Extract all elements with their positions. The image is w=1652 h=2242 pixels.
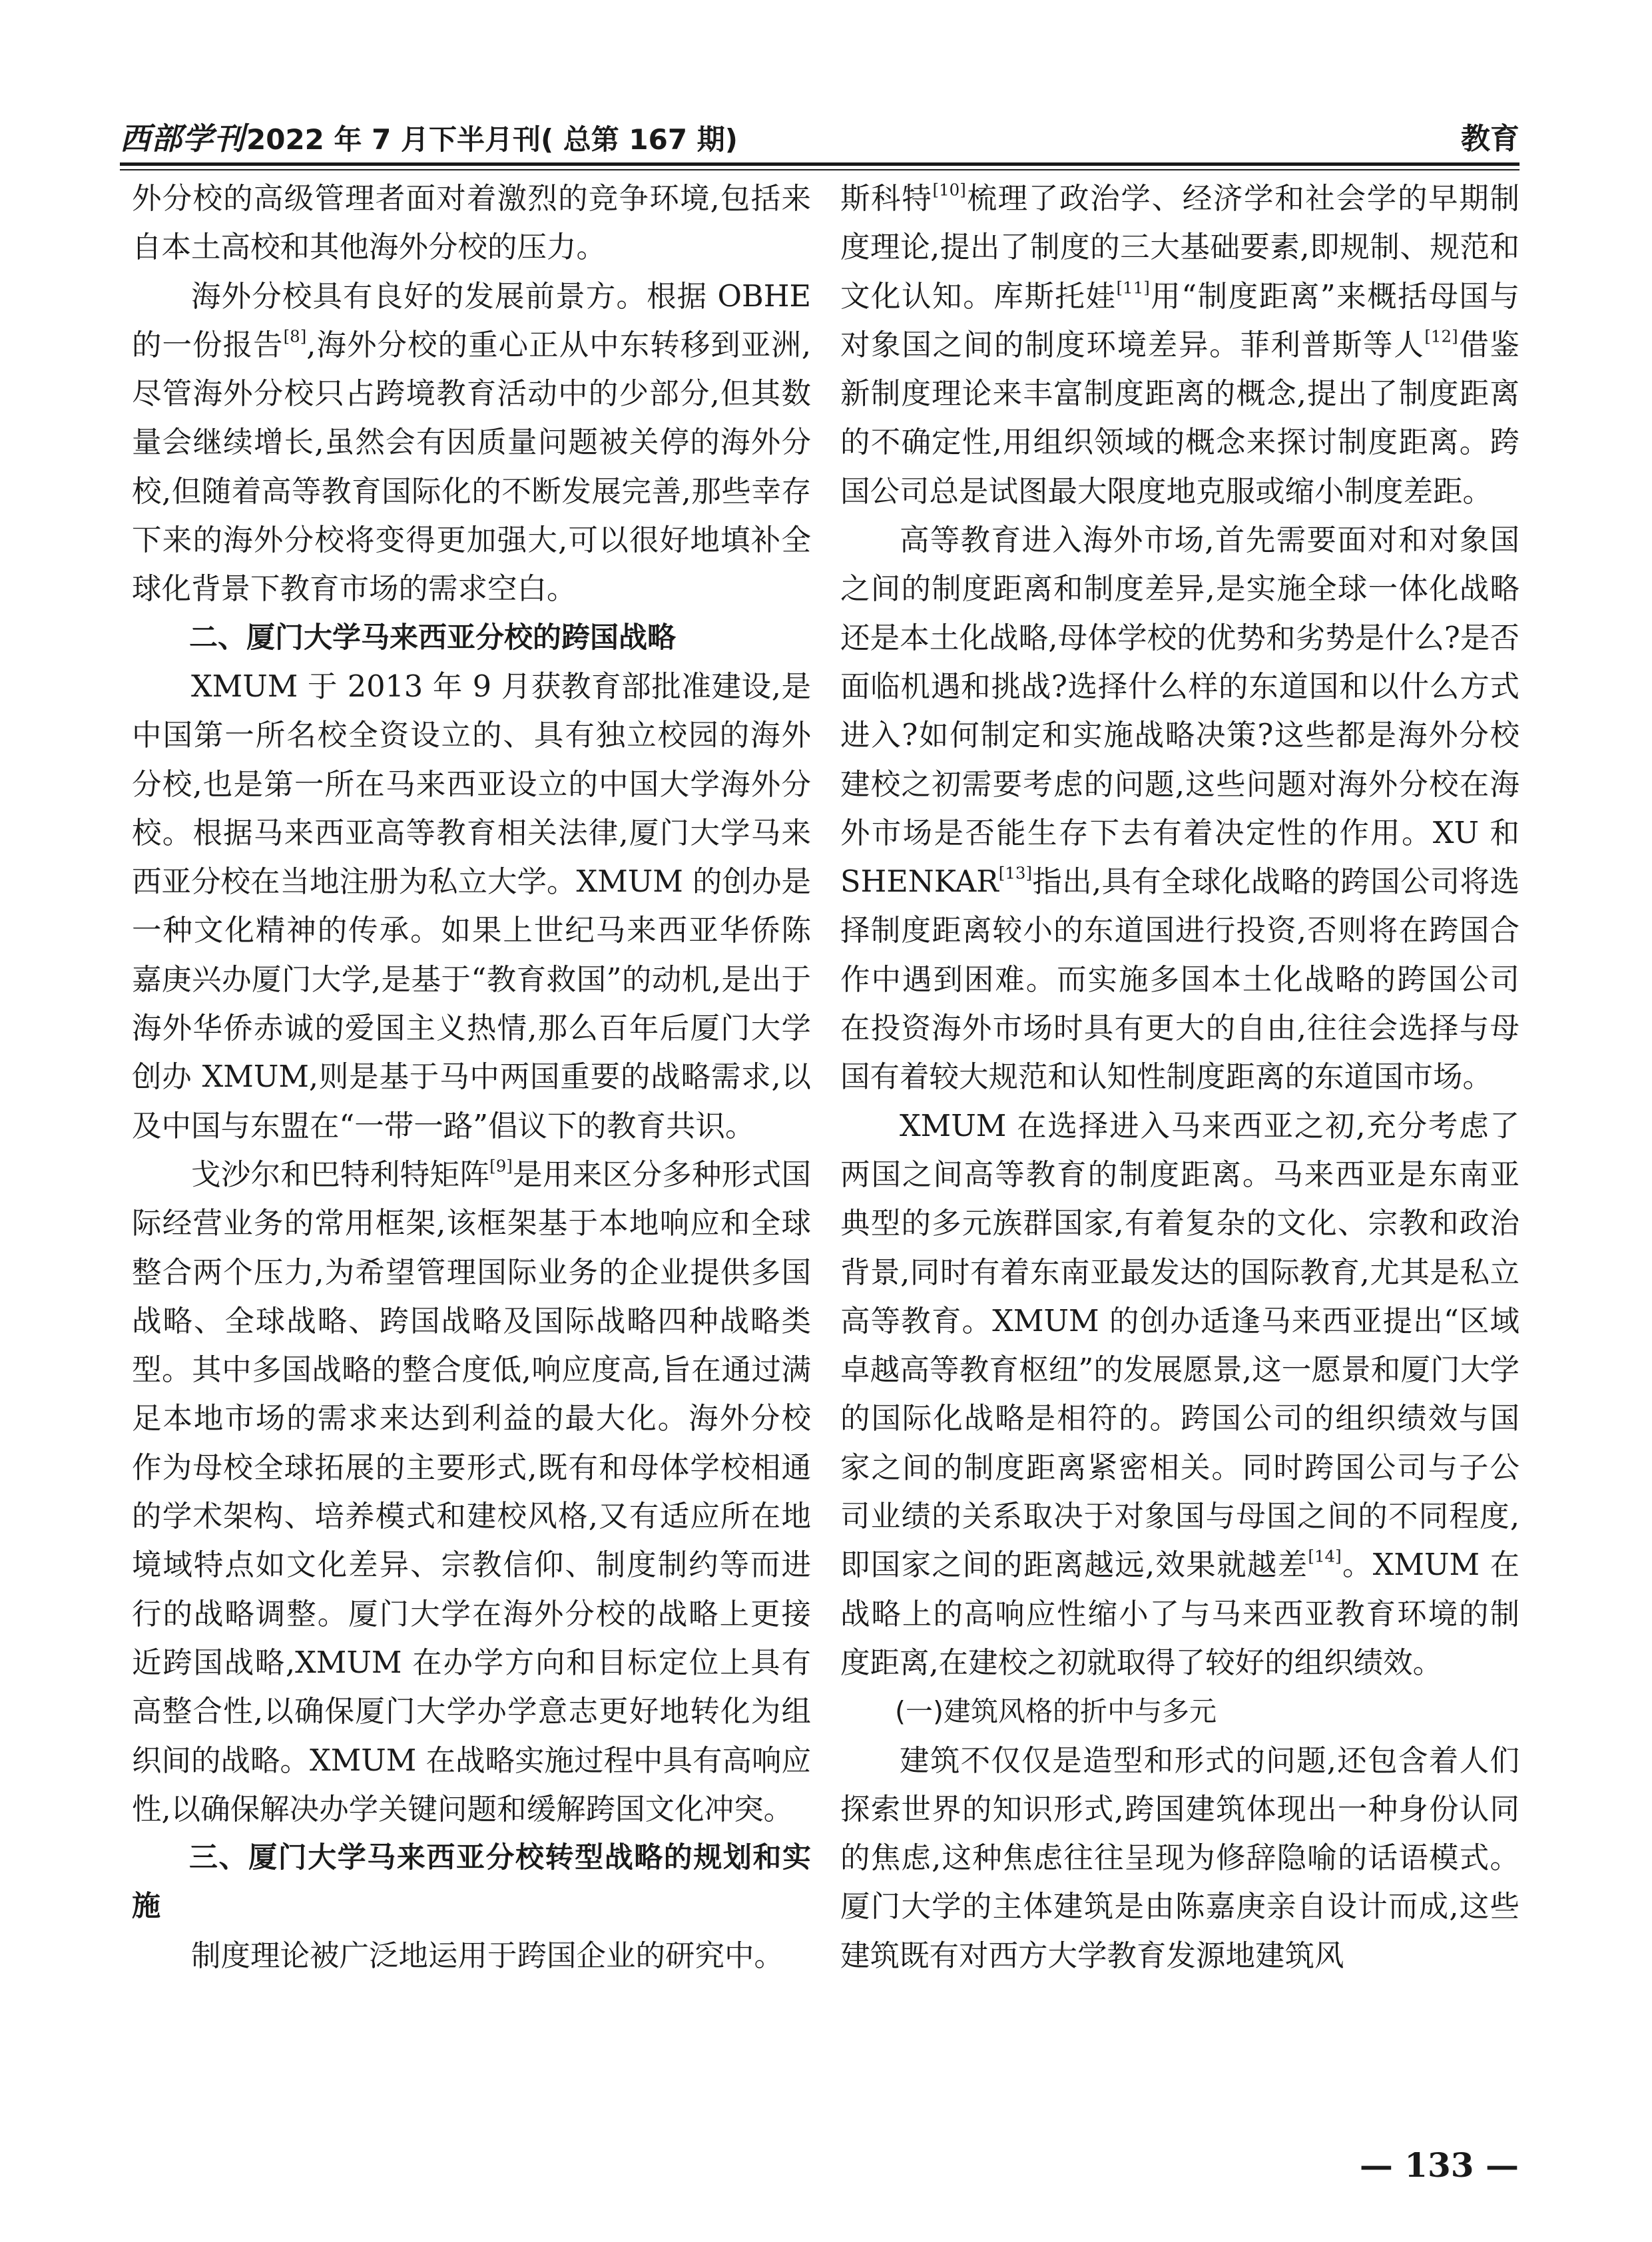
paragraph-text: 斯科特 <box>840 182 933 216</box>
paragraph <box>840 174 1519 516</box>
paragraph <box>840 516 1519 1102</box>
paragraph-text: 借鉴新制度理论来丰富制度距离的概念,提出了制度距离的不确定性,用组织领域的概念来探讨制度距离。跨国公司总是试图最大限度地克服或缩小制度差距。 <box>840 328 1519 509</box>
section-heading: 二、厦门大学马来西亚分校的跨国战略 <box>189 621 676 655</box>
citation: [9] <box>489 1156 513 1176</box>
paragraph-text: 是用来区分多种形式国际经营业务的常用框架,该框架基于本地响应和全球整合两个压力,为希望管理国际业务的企业提供多国战略、全球战略、跨国战略及国际战略四种战略类型。其中多国战略的整合度低,响应度高,旨在通过满足本地市场的需求来达到利益的最大化。海外分校作为母校全球拓展的主要形式,既有和母体学校相通的学术架构、培养模式和建校风格,又有适应所在地境域特点如文化差异、宗教信仰、制度制约等而进行的战略调整。厦门大学在海外分校的战略上更接近跨国战略,XMUM 在办学方向和目标定位上具有高整合性,以确保厦门大学办学意志更好地转化为组织间的战略。XMUM 在战略实施过程中具有高响应性,以确保解决办学关键问题和缓解跨国文化冲突。 <box>132 1157 811 1826</box>
page-number: — 133 — <box>1359 2145 1519 2185</box>
citation: [12] <box>1424 326 1458 346</box>
citation: [10] <box>932 180 966 200</box>
journal-title: 西部学刊 <box>120 121 245 156</box>
paragraph <box>132 272 811 614</box>
issue-info: 2022 年 7 月下半月刊( 总第 167 期) <box>246 123 738 156</box>
citation: [8] <box>283 326 307 346</box>
paragraph-text: 海外分校具有良好的发展前景方。根据 OBHE 的一份报告 <box>132 279 811 362</box>
paragraph-text: 高等教育进入海外市场,首先需要面对和对象国之间的制度距离和制度差异,是实施全球一体化战略还是本土化战略,母体学校的优势和劣势是什么?是否面临机遇和挑战?选择什么样的东道国和以什么方式进入?如何制定和实施战略决策?这些都是海外分校建校之初需要考虑的问题,这些问题对海外分校在海外市场是否能生存下去有着决定性的作用。XU 和 SHENKAR <box>840 523 1519 900</box>
header-rule-thin <box>120 169 1519 170</box>
paragraph <box>132 1151 811 1834</box>
paragraph: 建筑不仅仅是造型和形式的问题,还包含着人们探索世界的知识形式,跨国建筑体现出一种身份认同的焦虑,这种焦虑往往呈现为修辞隐喻的话语模式。厦门大学的主体建筑是由陈嘉庚亲自设计而成,这些建筑既有对西方大学教育发源地建筑风 <box>840 1743 1519 1973</box>
paragraph-text: 。XMUM 在战略上的高响应性缩小了与马来西亚教育环境的制度距离,在建校之初就取得了较好的组织绩效。 <box>840 1548 1519 1680</box>
left-column <box>132 174 811 1980</box>
paragraph-text: 指出,具有全球化战略的跨国公司将选择制度距离较小的东道国进行投资,否则将在跨国合作中遇到困难。而实施多国本土化战略的跨国公司在投资海外市场时具有更大的自由,往往会选择与母国有着较大规范和认知性制度距离的东道国市场。 <box>840 865 1519 1095</box>
citation: [11] <box>1116 278 1150 298</box>
subsection-heading: (一)建筑风格的折中与多元 <box>895 1695 1217 1728</box>
paragraph-text: 用“制度距离”来概括母国与对象国之间的制度环境差异。菲利普斯等人 <box>840 279 1519 362</box>
paragraph-text: 梳理了政治学、经济学和社会学的早期制度理论,提出了制度的三大基础要素,即规制、规范和文化认知。库斯托娃 <box>840 182 1519 314</box>
right-column <box>840 174 1519 1980</box>
paragraph <box>840 1102 1519 1688</box>
citation: [14] <box>1308 1546 1342 1566</box>
section-label: 教育 <box>1461 122 1519 156</box>
citation: [13] <box>998 863 1033 883</box>
paragraph: XMUM 于 2013 年 9 月获教育部批准建设,是中国第一所名校全资设立的、具有独立校园的海外分校,也是第一所在马来西亚设立的中国大学海外分校。根据马来西亚高等教育相关法律,厦门大学马来西亚分校在当地注册为私立大学。XMUM 的创办是一种文化精神的传承。如果上世纪马来西亚华侨陈嘉庚兴办厦门大学,是基于“教育救国”的动机,是出于海外华侨赤诚的爱国主义热情,那么百年后厦门大学创办 XMUM,则是基于马中两国重要的战略需求,以及中国与东盟在“一带一路”倡议下的教育共识。 <box>132 669 811 1143</box>
paragraph: 制度理论被广泛地运用于跨国企业的研究中。 <box>191 1938 784 1973</box>
paragraph: 外分校的高级管理者面对着激烈的竞争环境,包括来自本土高校和其他海外分校的压力。 <box>132 182 811 265</box>
paragraph-text: ,海外分校的重心正从中东转移到亚洲,尽管海外分校只占跨境教育活动中的少部分,但其数量会继续增长,虽然会有因质量问题被关停的海外分校,但随着高等教育国际化的不断发展完善,那些幸存下来的海外分校将变得更加强大,可以很好地填补全球化背景下教育市场的需求空白。 <box>132 328 811 607</box>
section-heading: 三、厦门大学马来西亚分校转型战略的规划和实施 <box>132 1841 811 1924</box>
paragraph-text: 戈沙尔和巴特利特矩阵 <box>191 1157 490 1192</box>
header-left <box>120 115 738 158</box>
paragraph-text: XMUM 在选择进入马来西亚之初,充分考虑了两国之间高等教育的制度距离。马来西亚是东南亚典型的多元族群国家,有着复杂的文化、宗教和政治背景,同时有着东南亚最发达的国际教育,尤其是私立高等教育。XMUM 的创办适逢马来西亚提出“区域卓越高等教育枢纽”的发展愿景,这一愿景和厦门大学的国际化战略是相符的。跨国公司的组织绩效与国家之间的制度距离紧密相关。同时跨国公司与子公司业绩的关系取决于对象国与母国之间的不同程度,即国家之间的距离越远,效果就越差 <box>840 1109 1519 1583</box>
header-rule-thick <box>120 162 1519 166</box>
running-header <box>120 115 1519 158</box>
